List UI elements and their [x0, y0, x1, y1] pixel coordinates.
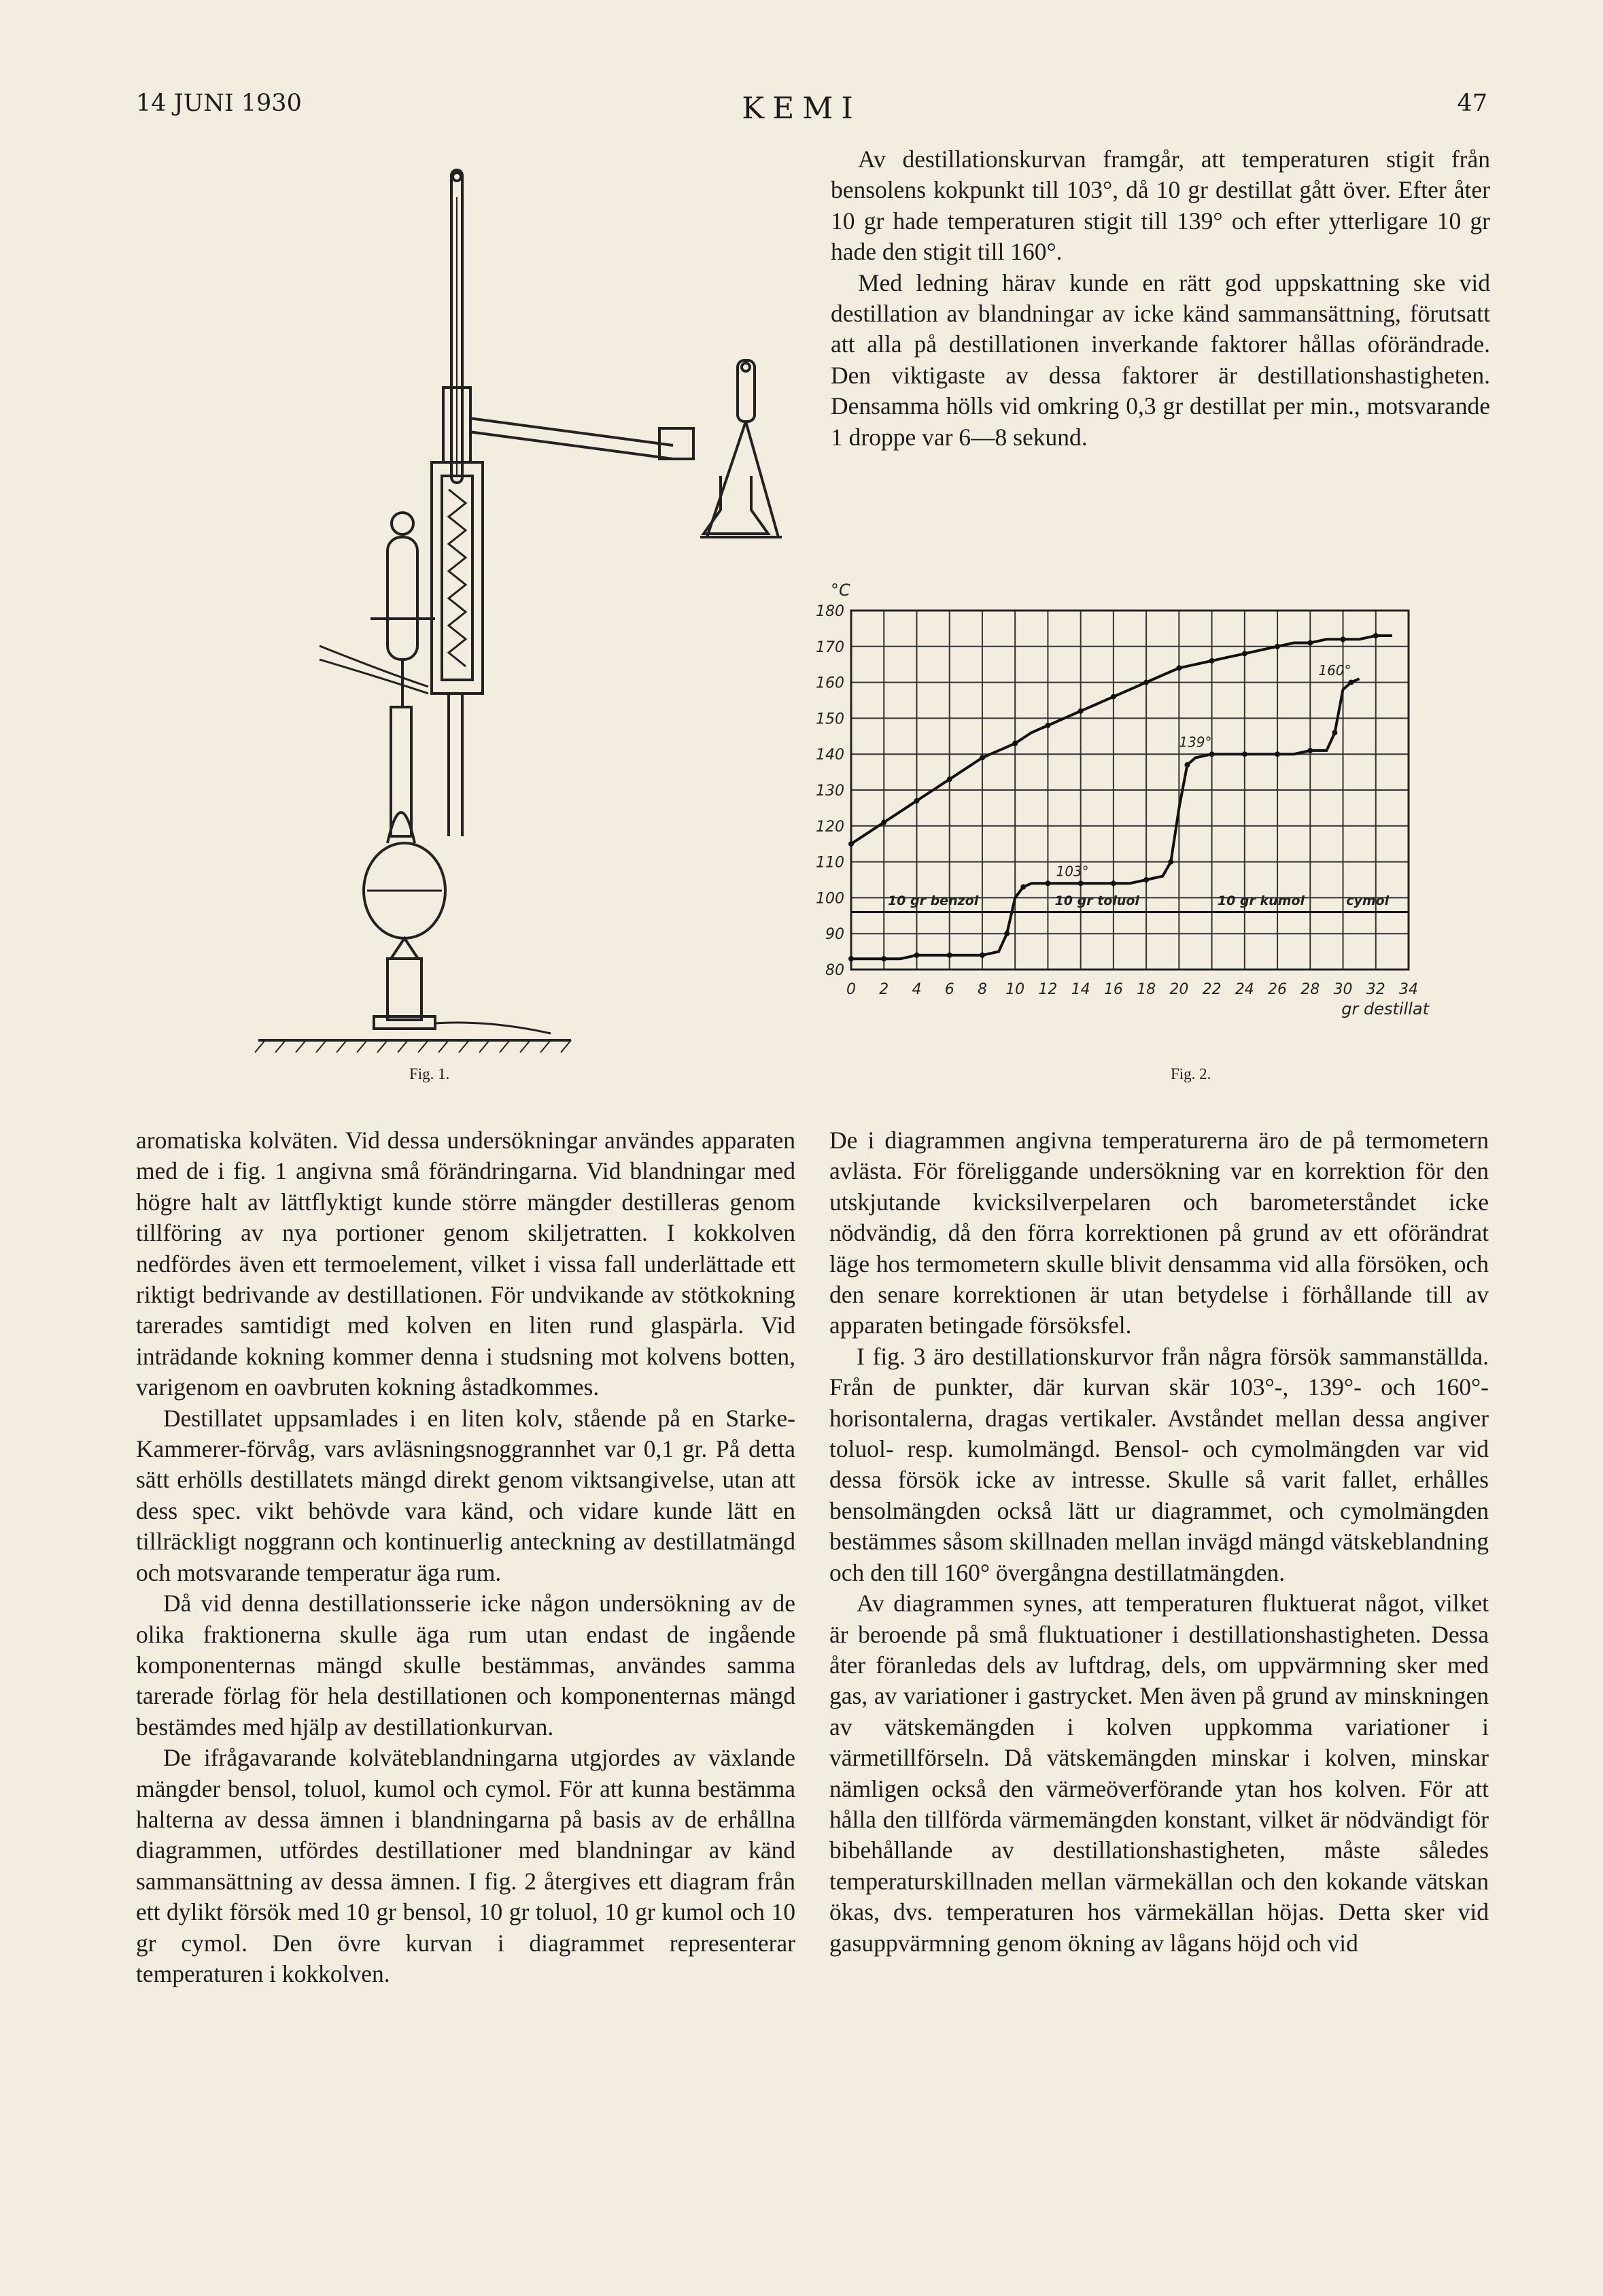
data-point	[1004, 931, 1010, 936]
x-tick-label: 10	[1005, 981, 1025, 998]
journal-title: KEMI	[742, 91, 861, 126]
data-point	[1143, 680, 1149, 685]
x-tick-label: 0	[846, 981, 856, 998]
y-axis-label: °C	[831, 581, 850, 600]
paragraph: Då vid denna destillationsserie icke någon undersökning av de olika fraktionerna skulle äga rum utan endast de ingående komponenternas mängd skulle bestämmas, användes samma tarerade förlag för hela destillationen och komponenternas mängd bestämdes med hjälp av destillationkurvan.	[136, 1590, 795, 1741]
issue-date: 14 JUNI 1930	[136, 90, 302, 117]
y-tick-label: 80	[825, 962, 844, 979]
data-point	[1341, 636, 1346, 642]
data-point	[881, 820, 886, 825]
data-point	[980, 953, 985, 958]
paragraph: De ifrågavarande kolväteblandningarna utgjordes av växlande mängder bensol, toluol, kumol och cymol. För att kunna bestämma halterna av dessa ämnen i blandningarna på basis av de erhållna diagrammen, utfördes destillationer med blandningar av känd sammansättning av dessa ämnen. I fig. 2 återgives ett diagram från ett dylikt försök med 10 gr bensol, 10 gr toluol, 10 gr kumol och 10 gr cymol. Den övre kurvan i diagrammet representerar temperaturen i kokkolven.	[136, 1744, 795, 1987]
segment-label: cymol	[1346, 893, 1390, 908]
paragraph: I fig. 3 äro destillationskurvor från några försök sammanställda. Från de punkter, där kurvan skär 103°-, 139°- och 160°-horisontalerna, dragas vertikaler. Avståndet mellan dessa angiver toluol- resp. kumolmängd. Bensol- och cymolmängden var vid dessa försök icke av intresse. Skulle så varit fallet, erhålles bensolmängden också lätt ur diagrammet, och cymolmängden bestämmes såsom skillnaden mellan invägd mängd vätskeblandning och den till 160° övergångna destillatmängden.	[829, 1342, 1489, 1586]
data-point	[914, 953, 919, 958]
paragraph: aromatiska kolväten. Vid dessa undersökningar användes apparaten med de i fig. 1 angivna små förändringarna. Vid blandningar med högre halt av lättflyktigt kunde större mängder destilleras genom tillföring av nya portioner genom skiljetratten. I kokkolven nedfördes även ett termoelement, vilket i vissa fall underlättade ett riktigt bedrivande av destillationen. För undvikande av stötkokning tarerades samtidigt med kolven en liten rund glaspärla. Vid inträdande kokning kommer denna i studsning mot kolvens botten, varigenom en oavbruten kokning åstadkommes.	[136, 1127, 795, 1401]
x-tick-label: 16	[1103, 981, 1123, 998]
series-line-0	[851, 636, 1392, 844]
y-tick-label: 150	[816, 710, 844, 728]
right-column-bottom	[829, 1125, 1489, 1959]
y-tick-label: 110	[816, 854, 844, 872]
data-point	[1045, 723, 1050, 728]
data-point	[848, 841, 854, 846]
x-tick-label: 20	[1169, 981, 1189, 998]
x-tick-label: 28	[1300, 981, 1320, 998]
page-number: 47	[1457, 90, 1487, 117]
right-column-top	[831, 144, 1490, 453]
data-point	[1143, 877, 1149, 883]
plateau-annotation: 139°	[1179, 734, 1212, 751]
data-point	[1111, 880, 1116, 886]
data-point	[1184, 762, 1190, 768]
data-point	[1168, 859, 1173, 865]
data-point	[1373, 633, 1379, 638]
x-tick-label: 6	[944, 981, 954, 998]
plateau-annotation: 103°	[1056, 863, 1089, 880]
paragraph: Med ledning härav kunde en rätt god uppskattning ske vid destillation av blandningar av icke känd sammansättning, förutsatt att alla på destillationen inverkande faktorer hållas oförändrade. Den viktigaste av dessa faktorer är destillationshastigheten. Densamma hölls vid omkring 0,3 gr destillat per min., motsvarande 1 droppe var 6—8 sekund.	[831, 269, 1490, 451]
x-tick-label: 30	[1333, 981, 1353, 998]
paragraph: Destillatet uppsamlades i en liten kolv, stående på en Starke-Kammerer-förvåg, vars avläsningsnoggrannhet var 0,1 gr. På detta sätt erhölls destillatets mängd direkt genom viktsangivelse, utan att dess spec. vikt behövde vara känd, och vidare kunde lätt en tillräckligt noggrann och kontinuerlig anteckning av destillatmängd och motsvarande temperatur äga rum.	[136, 1404, 795, 1586]
x-axis-label: gr destillat	[1341, 999, 1429, 1018]
data-point	[1176, 665, 1182, 670]
y-tick-label: 140	[816, 747, 844, 764]
paragraph: De i diagrammen angivna temperaturerna äro de på termometern avlästa. För föreliggande undersökning var en korrektion för den utskjutande kvicksilverpelaren och barometerståndet icke nödvändig, då den förra korrektionen på grund av ett oförändrat läge hos termometern skulle blivit densamma vid alla försöken, och den senare korrektionen är utan betydelse i förhållande till av apparaten betingade försöksfel.	[829, 1127, 1489, 1339]
data-point	[1275, 751, 1280, 757]
fig2-distillation-chart	[816, 564, 1468, 1054]
x-tick-label: 4	[912, 981, 922, 998]
x-tick-label: 12	[1038, 981, 1058, 998]
data-point	[980, 755, 985, 760]
data-point	[1242, 751, 1247, 757]
data-point	[1111, 694, 1116, 700]
data-point	[1209, 658, 1215, 664]
data-point	[947, 953, 952, 958]
fig2-caption: Fig. 2.	[1171, 1065, 1211, 1082]
data-point	[1020, 885, 1026, 890]
data-point	[848, 956, 854, 961]
x-tick-label: 2	[879, 981, 889, 998]
paragraph: Av destillationskurvan framgår, att temperaturen stigit från bensolens kokpunkt till 103°, då 10 gr destillat gått över. Efter åter 10 gr hade temperaturen stigit till 139° och efter ytterligare 10 gr hade den stigit till 160°.	[831, 145, 1490, 266]
data-point	[1012, 740, 1018, 746]
data-point	[1307, 640, 1313, 646]
data-point	[947, 776, 952, 782]
left-column-bottom	[136, 1125, 795, 1989]
segment-label: 10 gr benzol	[887, 893, 979, 908]
x-tick-label: 18	[1137, 981, 1156, 998]
x-tick-label: 8	[977, 981, 987, 998]
series-line-1	[851, 679, 1360, 959]
x-tick-label: 24	[1235, 981, 1254, 998]
data-point	[914, 798, 919, 804]
data-point	[1242, 651, 1247, 656]
plateau-annotation: 160°	[1318, 662, 1351, 679]
data-point	[1078, 708, 1084, 714]
x-tick-label: 14	[1071, 981, 1090, 998]
data-point	[1275, 644, 1280, 649]
x-tick-label: 26	[1268, 981, 1288, 998]
data-point	[881, 956, 886, 961]
y-tick-label: 100	[816, 890, 844, 908]
fig1-apparatus-drawing	[252, 156, 809, 1061]
y-tick-label: 120	[816, 818, 844, 836]
data-point	[1045, 880, 1050, 886]
segment-label: 10 gr toluol	[1054, 893, 1139, 908]
data-point	[1209, 751, 1215, 757]
x-tick-label: 22	[1202, 981, 1222, 998]
y-tick-label: 180	[816, 603, 844, 620]
y-tick-label: 160	[816, 674, 844, 692]
fig1-caption: Fig. 1.	[409, 1065, 450, 1082]
x-tick-label: 32	[1366, 981, 1385, 998]
y-tick-label: 170	[816, 638, 844, 656]
y-tick-label: 130	[816, 783, 844, 800]
paragraph: Av diagrammen synes, att temperaturen fluktuerat något, vilket är beroende på små fluktuationer i destillationshastigheten. Dessa åter föranledas dels av luftdrag, dels, om uppvärmning sker med gas, av variationer i gastrycket. Men även på grund av minskningen av vätskemängden i kolven uppkomma variationer i värmetillförseln. Då vätskemängden minskar i kolven, minskar nämligen också den värmeöverförande ytan hos kolven. För att hålla den tillförda värmemängden konstant, vilket är nödvändigt för bibehållande av destillationshastigheten, måste således temperaturskillnaden mellan värmekällan och den kokande vätskan ökas, dvs. temperaturen hos värmekällan höjas. Detta sker vid gasuppvärmning genom ökning av lågans höjd och vid	[829, 1590, 1489, 1957]
data-point	[1078, 880, 1084, 886]
x-tick-label: 34	[1399, 981, 1418, 998]
data-point	[1332, 730, 1337, 736]
data-point	[1307, 748, 1313, 753]
segment-label: 10 gr kumol	[1217, 893, 1305, 908]
data-point	[1349, 680, 1354, 685]
y-tick-label: 90	[825, 926, 844, 944]
